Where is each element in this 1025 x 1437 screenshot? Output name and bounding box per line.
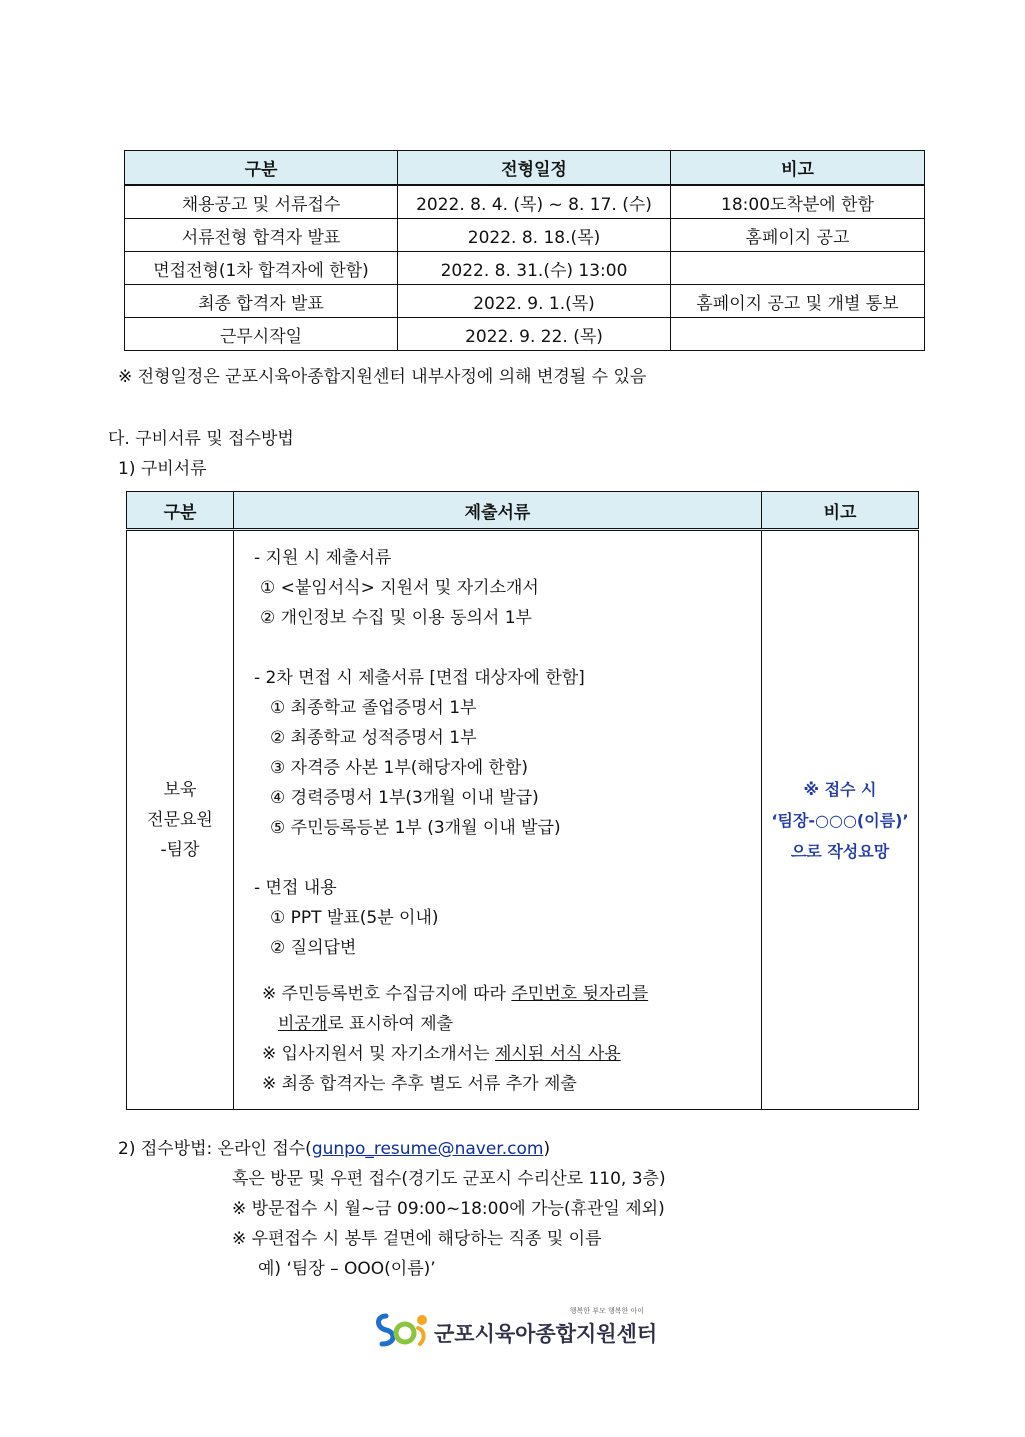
spacer — [254, 633, 761, 663]
note-item — [254, 1009, 761, 1039]
note-text: ※ 입사지원서 및 자기소개서는 — [262, 1044, 495, 1064]
schedule-table — [124, 150, 925, 351]
note-underlined: 제시된 서식 사용 — [494, 1044, 621, 1064]
note-item: ※ 최종 합격자는 추후 별도 서류 추가 제출 — [262, 1074, 577, 1094]
submission-line: 혹은 방문 및 우편 접수(경기도 군포시 수리산로 110, 3층) — [232, 1169, 666, 1189]
list-item: ④ 경력증명서 1부(3개월 이내 발급) — [270, 788, 539, 808]
table-row — [125, 219, 925, 252]
list-item: ① PPT 발표(5분 이내) — [270, 908, 439, 928]
remark-line: ※ 접수 시 — [803, 779, 877, 799]
table-row — [125, 185, 925, 219]
logo-name: 군포시육아종합지원센터 — [434, 1322, 658, 1346]
list-item: ② 개인정보 수집 및 이용 동의서 1부 — [260, 608, 532, 628]
schedule-header-remark: 비고 — [671, 151, 925, 186]
submission-line: ※ 우편접수 시 봉투 겉면에 해당하는 직종 및 이름 — [232, 1229, 602, 1249]
documents-table — [126, 491, 919, 1110]
schedule-cell — [671, 318, 925, 351]
schedule-cell: 2022. 9. 1.(목) — [398, 285, 671, 318]
logo-tagline: 행복한 부모 행복한 아이 — [569, 1307, 644, 1315]
documents-category-cell — [127, 530, 234, 1110]
schedule-cell: 2022. 8. 4. (목) ~ 8. 17. (수) — [398, 185, 671, 219]
schedule-note: ※ 전형일정은 군포시육아종합지원센터 내부사정에 의해 변경될 수 있음 — [118, 367, 647, 387]
schedule-cell: 2022. 8. 31.(수) 13:00 — [398, 252, 671, 285]
schedule-cell: 서류전형 합격자 발표 — [125, 219, 398, 252]
documents-header-remark: 비고 — [762, 492, 919, 530]
schedule-cell: 면접전형(1차 합격자에 한함) — [125, 252, 398, 285]
category-line: 보육 — [163, 780, 197, 800]
submission-label-end: ) — [543, 1139, 551, 1159]
subsection-title: 1) 구비서류 — [118, 459, 207, 479]
schedule-cell: 18:00도착분에 한함 — [671, 185, 925, 219]
schedule-cell: 채용공고 및 서류접수 — [125, 185, 398, 219]
schedule-header-category: 구분 — [125, 151, 398, 186]
note-item — [254, 979, 761, 1009]
list-item: - 2차 면접 시 제출서류 [면접 대상자에 한함] — [254, 668, 585, 688]
email-link[interactable]: gunpo_resume@naver.com — [311, 1139, 544, 1159]
documents-header-category: 구분 — [127, 492, 234, 530]
table-row — [125, 252, 925, 285]
note-item — [254, 1039, 761, 1069]
list-item: - 면접 내용 — [254, 878, 337, 898]
schedule-cell: 홈페이지 공고 및 개별 통보 — [671, 285, 925, 318]
spacer — [254, 963, 761, 979]
remark-line: 으로 작성요망 — [790, 841, 890, 861]
note-underlined: 주민번호 뒷자리를 — [511, 984, 649, 1004]
schedule-header-date: 전형일정 — [398, 151, 671, 186]
table-row — [125, 285, 925, 318]
schedule-cell: 2022. 8. 18.(목) — [398, 219, 671, 252]
list-item: ⑤ 주민등록등본 1부 (3개월 이내 발급) — [270, 818, 561, 838]
schedule-cell — [671, 252, 925, 285]
table-row — [125, 318, 925, 351]
documents-header-documents: 제출서류 — [234, 492, 762, 530]
category-line: 전문요원 — [147, 810, 213, 830]
schedule-cell: 근무시작일 — [125, 318, 398, 351]
note-text: 로 표시하여 제출 — [327, 1014, 454, 1034]
list-item: ② 최종학교 성적증명서 1부 — [270, 728, 477, 748]
schedule-cell: 2022. 9. 22. (목) — [398, 318, 671, 351]
list-item: ③ 자격증 사본 1부(해당자에 한함) — [270, 758, 528, 778]
documents-header-row — [127, 492, 919, 530]
center-logo — [372, 1306, 662, 1350]
submission-line: 예) ‘팀장 – OOO(이름)’ — [258, 1259, 436, 1279]
schedule-cell: 최종 합격자 발표 — [125, 285, 398, 318]
submission-line: ※ 방문접수 시 월~금 09:00~18:00에 가능(휴관일 제외) — [232, 1199, 665, 1219]
submission-label: 2) 접수방법: 온라인 접수( — [118, 1139, 312, 1159]
list-item: ② 질의답변 — [270, 938, 357, 958]
logo-mark-icon — [372, 1306, 432, 1350]
remark-line: ‘팀장-○○○(이름)’ — [771, 810, 909, 830]
list-item: - 지원 시 제출서류 — [254, 548, 392, 568]
list-item: ① 최종학교 졸업증명서 1부 — [270, 698, 477, 718]
category-line: -팀장 — [160, 840, 200, 860]
submission-method — [118, 1134, 550, 1159]
spacer — [254, 843, 761, 873]
note-underlined: 비공개 — [278, 1014, 328, 1034]
schedule-cell: 홈페이지 공고 — [671, 219, 925, 252]
documents-list-cell — [234, 530, 762, 1110]
note-text: ※ 주민등록번호 수집금지에 따라 — [262, 984, 512, 1004]
section-title: 다. 구비서류 및 접수방법 — [108, 429, 294, 449]
table-row — [127, 530, 919, 1110]
documents-remark-cell — [762, 530, 919, 1110]
list-item: ① <붙임서식> 지원서 및 자기소개서 — [260, 578, 539, 598]
schedule-header-row — [125, 151, 925, 186]
